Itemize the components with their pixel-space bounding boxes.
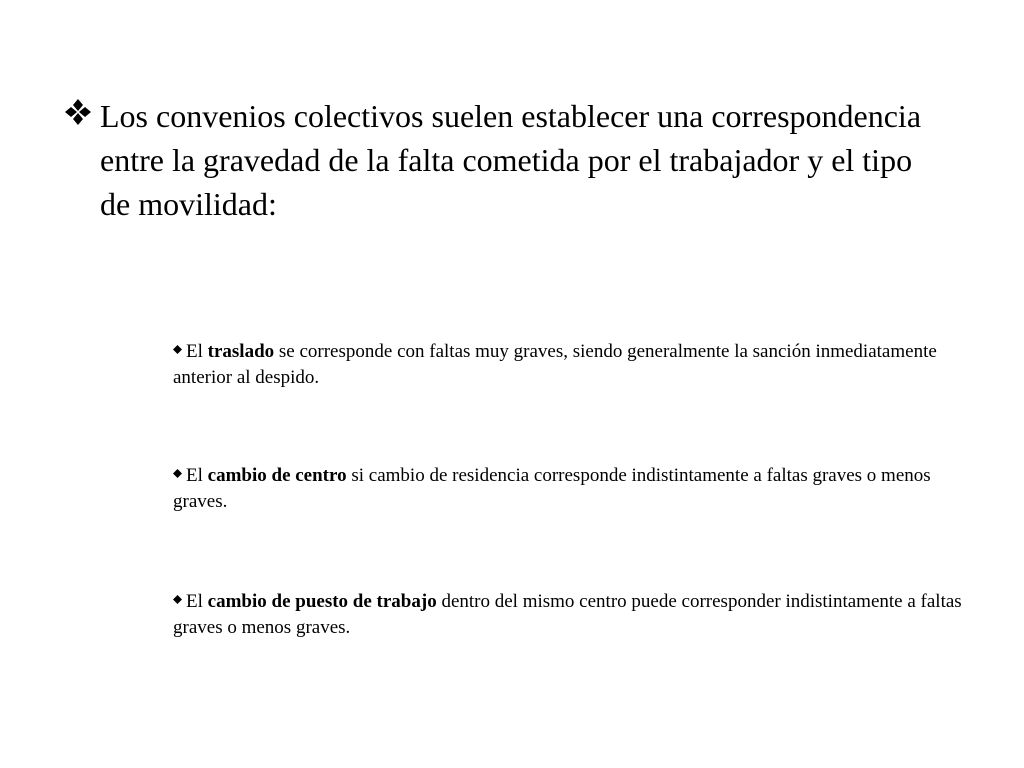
sub-point-prefix: El <box>186 341 203 362</box>
sub-point-bold-term: traslado <box>207 341 275 362</box>
sub-point-bold-term: cambio de centro <box>207 465 347 486</box>
sub-point-rest: se corresponde con faltas muy graves, siendo generalmente la sanción inmediatamente anterior al despido. <box>173 341 937 388</box>
sub-point-traslado <box>173 339 963 391</box>
four-diamonds-bullet-icon <box>64 94 100 126</box>
sub-point-prefix: El <box>186 591 203 612</box>
sub-point-cambio-de-centro <box>173 463 963 515</box>
sub-point-prefix: El <box>186 465 203 486</box>
main-bullet-point <box>64 94 964 226</box>
diamond-bullet-icon <box>173 469 182 478</box>
sub-point-rest: si cambio de residencia corresponde indistintamente a faltas graves o menos graves. <box>173 465 931 512</box>
sub-point-bold-term: cambio de puesto de trabajo <box>207 591 437 612</box>
main-point-text: Los convenios colectivos suelen establecer una correspondencia entre la gravedad de la falta cometida por el trabajador y el tipo de movilidad: <box>100 98 922 222</box>
sub-point-cambio-de-puesto <box>173 589 963 641</box>
sub-point-rest: dentro del mismo centro puede corresponder indistintamente a faltas graves o menos graves. <box>173 591 962 638</box>
diamond-bullet-icon <box>173 345 182 354</box>
diamond-bullet-icon <box>173 595 182 604</box>
